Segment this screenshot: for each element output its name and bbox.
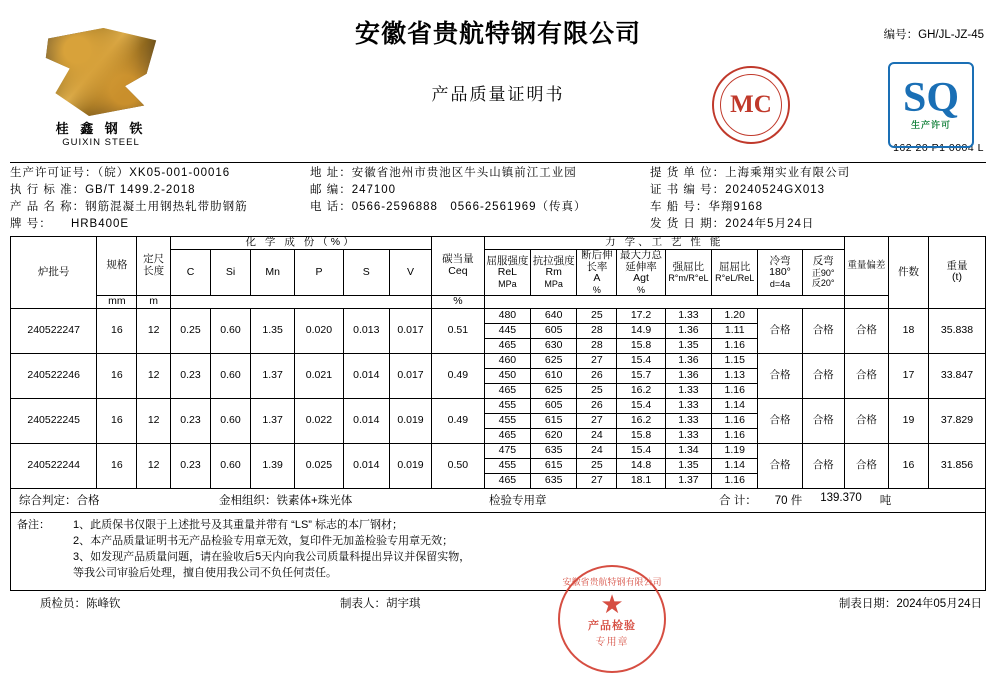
cell-p: 0.021 (295, 353, 343, 398)
remark-item: 1、此质保书仅限于上述批号及其重量并带有 “LS” 标志的本厂钢材； (73, 518, 404, 531)
th-v: V (389, 249, 431, 295)
th-s: S (343, 249, 389, 295)
cell-ratio2: 1.11 (712, 323, 758, 338)
logo-mark-icon (41, 28, 161, 116)
cell-c: 0.23 (171, 443, 211, 488)
product-name: 产 品 名 称：钢筋混凝土用钢热轧带肋钢筋 (10, 201, 248, 213)
cell-rel: 465 (484, 473, 530, 488)
cell-ratio1: 1.37 (665, 473, 711, 488)
cell-a: 24 (577, 443, 617, 458)
cell-length: 12 (137, 398, 171, 443)
cell-si: 0.60 (211, 308, 251, 353)
info-row (10, 199, 986, 216)
cell-ratio2: 1.13 (712, 368, 758, 383)
cell-mn: 1.37 (251, 353, 295, 398)
th-spec-unit: mm (97, 296, 137, 309)
document-header (10, 14, 986, 162)
cell-ratio1: 1.33 (665, 398, 711, 413)
th-mech-group: 力 学、工 艺 性 能 (484, 237, 844, 250)
cell-c: 0.25 (171, 308, 211, 353)
cell-ceq: 0.49 (432, 353, 485, 398)
cell-v: 0.017 (389, 308, 431, 353)
cell-ceq: 0.50 (432, 443, 485, 488)
cell-ratio1: 1.36 (665, 368, 711, 383)
totals (711, 492, 985, 508)
cell-rel: 465 (484, 383, 530, 398)
cell-agt: 14.8 (617, 458, 665, 473)
address: 地 址：安徽省池州市贵池区牛头山镇前江工业园 (310, 167, 577, 179)
cell-rel: 480 (484, 308, 530, 323)
th-length: 定尺长度 (137, 237, 171, 296)
cell-rel: 465 (484, 428, 530, 443)
grade: 牌 号： HRB400E (10, 218, 130, 230)
info-spacer (310, 216, 650, 233)
th-a: 断后伸长率 A % (577, 249, 617, 295)
cell-ratio2: 1.14 (712, 458, 758, 473)
cell-bend: 合格 (758, 308, 802, 353)
cell-pieces: 17 (888, 353, 928, 398)
cell-length: 12 (137, 308, 171, 353)
cell-rm: 610 (531, 368, 577, 383)
cell-ratio2: 1.16 (712, 428, 758, 443)
cell-ratio1: 1.35 (665, 338, 711, 353)
cell-rel: 460 (484, 353, 530, 368)
cell-ceq: 0.49 (432, 398, 485, 443)
th-mech-unit-spacer (484, 296, 844, 309)
cell-weight-dev: 合格 (844, 353, 888, 398)
th-spec: 规格 (97, 237, 137, 296)
metallographic-structure (211, 492, 481, 508)
cell-a: 26 (577, 398, 617, 413)
cell-a: 28 (577, 338, 617, 353)
cell-weight-dev: 合格 (844, 443, 888, 488)
cell-heat-no: 240522245 (11, 398, 97, 443)
cell-rm: 635 (531, 473, 577, 488)
cell-agt: 16.2 (617, 383, 665, 398)
cell-spec: 16 (97, 398, 137, 443)
th-ceq: 碳当量 Ceq (432, 237, 485, 296)
th-si: Si (211, 249, 251, 295)
th-rel: 屈服强度 ReL MPa (484, 249, 530, 295)
inspection-seal-label: 检验专用章 (489, 495, 547, 508)
consignee: 提 货 单 位：上海乘翔实业有限公司 (650, 167, 851, 179)
cell-a: 28 (577, 323, 617, 338)
th-weight-dev-unit (844, 296, 888, 309)
cell-ratio1: 1.34 (665, 443, 711, 458)
signature-row (10, 595, 986, 611)
cell-pieces: 19 (888, 398, 928, 443)
certificate-number: 证 书 编 号：20240524GX013 (650, 184, 826, 196)
cell-rel: 455 (484, 413, 530, 428)
cell-weight: 37.829 (928, 398, 985, 443)
cell-a: 25 (577, 383, 617, 398)
cell-v: 0.019 (389, 443, 431, 488)
cell-spec: 16 (97, 353, 137, 398)
cell-heat-no: 240522244 (11, 443, 97, 488)
summary-row (10, 489, 986, 513)
th-rebend: 反弯 正90° 反20° (802, 249, 844, 295)
remarks-label: 备注： (17, 518, 50, 531)
cell-s: 0.014 (343, 398, 389, 443)
cell-weight: 33.847 (928, 353, 985, 398)
cell-rm: 630 (531, 338, 577, 353)
total-weight-unit: 吨 (879, 495, 892, 508)
cell-rm: 605 (531, 323, 577, 338)
cell-ratio2: 1.16 (712, 473, 758, 488)
cell-rm: 625 (531, 383, 577, 398)
cell-rm: 635 (531, 443, 577, 458)
document-code: 编号：GH/JL-JZ-45 (883, 29, 984, 41)
cell-ratio2: 1.19 (712, 443, 758, 458)
cell-ratio2: 1.16 (712, 413, 758, 428)
th-ceq-unit: % (432, 296, 485, 309)
cell-rm: 625 (531, 353, 577, 368)
cell-rebend: 合格 (802, 398, 844, 443)
inspector-signature: 质检员：陈峰钦 (40, 597, 121, 610)
cell-ratio1: 1.33 (665, 413, 711, 428)
cell-agt: 15.7 (617, 368, 665, 383)
cell-c: 0.23 (171, 353, 211, 398)
info-block (10, 162, 986, 233)
cell-a: 27 (577, 413, 617, 428)
th-rm: 抗拉强度 Rm MPa (531, 249, 577, 295)
cell-bend: 合格 (758, 398, 802, 443)
cell-ratio1: 1.33 (665, 308, 711, 323)
info-row (10, 216, 986, 233)
cell-p: 0.025 (295, 443, 343, 488)
cell-heat-no: 240522247 (11, 308, 97, 353)
issue-date: 制表日期：2024年05月24日 (838, 597, 982, 610)
total-pieces: 70 件 (774, 495, 803, 508)
cell-a: 25 (577, 308, 617, 323)
cell-bend: 合格 (758, 443, 802, 488)
cell-agt: 14.9 (617, 323, 665, 338)
mc-seal-text: MC (730, 91, 772, 118)
cell-ratio1: 1.36 (665, 353, 711, 368)
cell-agt: 15.4 (617, 353, 665, 368)
overall-verdict (11, 492, 211, 508)
remark-item: 等我公司审验后处理，擅自使用我公司不负任何责任。 (73, 566, 337, 579)
metallographic-value: 铁素体+珠光体 (276, 495, 353, 508)
cell-rebend: 合格 (802, 353, 844, 398)
cell-ratio1: 1.36 (665, 323, 711, 338)
th-heat-no: 炉批号 (11, 237, 97, 309)
cell-rm: 615 (531, 458, 577, 473)
metallographic-label: 金相组织： (219, 495, 277, 508)
q-seal-text: SQ (902, 74, 960, 121)
cell-c: 0.23 (171, 398, 211, 443)
cell-weight-dev: 合格 (844, 398, 888, 443)
cell-ratio2: 1.15 (712, 353, 758, 368)
th-length-unit: m (137, 296, 171, 309)
cell-ratio2: 1.16 (712, 383, 758, 398)
cell-pieces: 18 (888, 308, 928, 353)
page-title: 产品质量证明书 (431, 85, 565, 105)
cell-p: 0.022 (295, 398, 343, 443)
cell-si: 0.60 (211, 398, 251, 443)
cell-rm: 615 (531, 413, 577, 428)
logo-text-en: GUIXIN STEEL (62, 137, 140, 148)
th-pieces: 件数 (888, 237, 928, 309)
cell-rel: 455 (484, 398, 530, 413)
cell-s: 0.014 (343, 443, 389, 488)
company-title: 安徽省贵航特钢有限公司 (354, 19, 641, 48)
cell-agt: 16.2 (617, 413, 665, 428)
remarks-block (10, 513, 986, 591)
th-strength-ratio: 强屈比 R°m/R°eL (665, 249, 711, 295)
stamp-arc-text: 安徽省贵航特钢有限公司 (562, 577, 662, 587)
stamp-line1: 产品检验 (588, 619, 636, 632)
license-number: 162 20 P1 0004 L (893, 142, 984, 154)
cell-weight: 31.856 (928, 443, 985, 488)
cell-p: 0.020 (295, 308, 343, 353)
cell-length: 12 (137, 443, 171, 488)
cell-pieces: 16 (888, 443, 928, 488)
cell-rel: 475 (484, 443, 530, 458)
cell-a: 27 (577, 353, 617, 368)
cell-si: 0.60 (211, 353, 251, 398)
cell-bend: 合格 (758, 353, 802, 398)
cell-weight: 35.838 (928, 308, 985, 353)
cell-a: 26 (577, 368, 617, 383)
postcode: 邮 编：247100 (310, 184, 397, 196)
cell-mn: 1.39 (251, 443, 295, 488)
th-mn: Mn (251, 249, 295, 295)
th-chem-unit-spacer (171, 296, 432, 309)
th-weight-dev: 重量偏差 (844, 237, 888, 296)
info-row (10, 182, 986, 199)
cell-rel: 465 (484, 338, 530, 353)
cell-weight-dev: 合格 (844, 308, 888, 353)
cell-spec: 16 (97, 443, 137, 488)
cell-rm: 640 (531, 308, 577, 323)
vehicle-number: 车 船 号：华翔9168 (650, 201, 763, 213)
cell-agt: 15.8 (617, 428, 665, 443)
total-weight: 139.370 (820, 492, 862, 505)
cell-agt: 15.8 (617, 338, 665, 353)
th-agt: 最大力总延伸率 Agt % (617, 249, 665, 295)
cell-v: 0.019 (389, 398, 431, 443)
cell-length: 12 (137, 353, 171, 398)
th-yield-ratio: 屈屈比 R°eL/ReL (712, 249, 758, 295)
cell-rm: 605 (531, 398, 577, 413)
cell-agt: 15.4 (617, 443, 665, 458)
cell-ratio1: 1.35 (665, 458, 711, 473)
stamp-line2: 专用章 (595, 636, 629, 648)
table-row (11, 398, 986, 413)
th-cold-bend: 冷弯 180° d=4a (758, 249, 802, 295)
th-weight: 重量 (t) (928, 237, 985, 309)
cell-s: 0.013 (343, 308, 389, 353)
cell-rebend: 合格 (802, 308, 844, 353)
cell-heat-no: 240522246 (11, 353, 97, 398)
cell-ratio2: 1.20 (712, 308, 758, 323)
cell-a: 24 (577, 428, 617, 443)
remark-item: 3、如发现产品质量问题，请在验收后5天内向我公司质量科提出异议并保留实物， (73, 550, 471, 563)
production-license-seal-icon (888, 62, 974, 148)
overall-verdict-value: 合格 (76, 495, 100, 508)
ship-date: 发 货 日 期：2024年5月24日 (650, 218, 815, 230)
cell-agt: 15.4 (617, 398, 665, 413)
table-row (11, 308, 986, 323)
cell-ratio2: 1.16 (712, 338, 758, 353)
cell-a: 25 (577, 458, 617, 473)
th-p: P (295, 249, 343, 295)
stamp-star-icon: ★ (600, 588, 624, 619)
cell-ceq: 0.51 (432, 308, 485, 353)
cell-mn: 1.37 (251, 398, 295, 443)
cell-ratio1: 1.33 (665, 383, 711, 398)
total-label: 合 计： (719, 495, 757, 508)
cell-ratio1: 1.33 (665, 428, 711, 443)
table-row (11, 443, 986, 458)
table-row (11, 353, 986, 368)
mc-certification-seal-icon (712, 66, 790, 144)
th-chem-group: 化 学 成 份（%） (171, 237, 432, 250)
inspection-table (10, 236, 986, 489)
cell-a: 27 (577, 473, 617, 488)
cell-agt: 18.1 (617, 473, 665, 488)
cell-mn: 1.35 (251, 308, 295, 353)
cell-rel: 455 (484, 458, 530, 473)
telephone: 电 话：0566-2596888 0566-2561969（传真） (310, 201, 587, 213)
cell-v: 0.017 (389, 353, 431, 398)
cell-ratio2: 1.14 (712, 398, 758, 413)
company-logo (26, 28, 176, 148)
cell-rebend: 合格 (802, 443, 844, 488)
cell-rm: 620 (531, 428, 577, 443)
cell-spec: 16 (97, 308, 137, 353)
inspection-table-body (11, 308, 986, 488)
th-c: C (171, 249, 211, 295)
cell-rel: 445 (484, 323, 530, 338)
cell-s: 0.014 (343, 353, 389, 398)
production-license: 生产许可证号：（皖）XK05-001-00016 (10, 167, 231, 179)
info-row (10, 165, 986, 182)
q-seal-subtext: 生产许可 (910, 120, 951, 131)
maker-signature: 制表人：胡宇琪 (340, 597, 421, 610)
cell-si: 0.60 (211, 443, 251, 488)
overall-verdict-label: 综合判定： (19, 495, 77, 508)
standard: 执 行 标 准：GB/T 1499.2-2018 (10, 184, 196, 196)
remark-item: 2、本产品质量证明书无产品检验专用章无效，复印件无加盖检验专用章无效； (73, 534, 454, 547)
cell-agt: 17.2 (617, 308, 665, 323)
logo-text-cn: 桂 鑫 钢 铁 (55, 121, 147, 136)
cell-rel: 450 (484, 368, 530, 383)
